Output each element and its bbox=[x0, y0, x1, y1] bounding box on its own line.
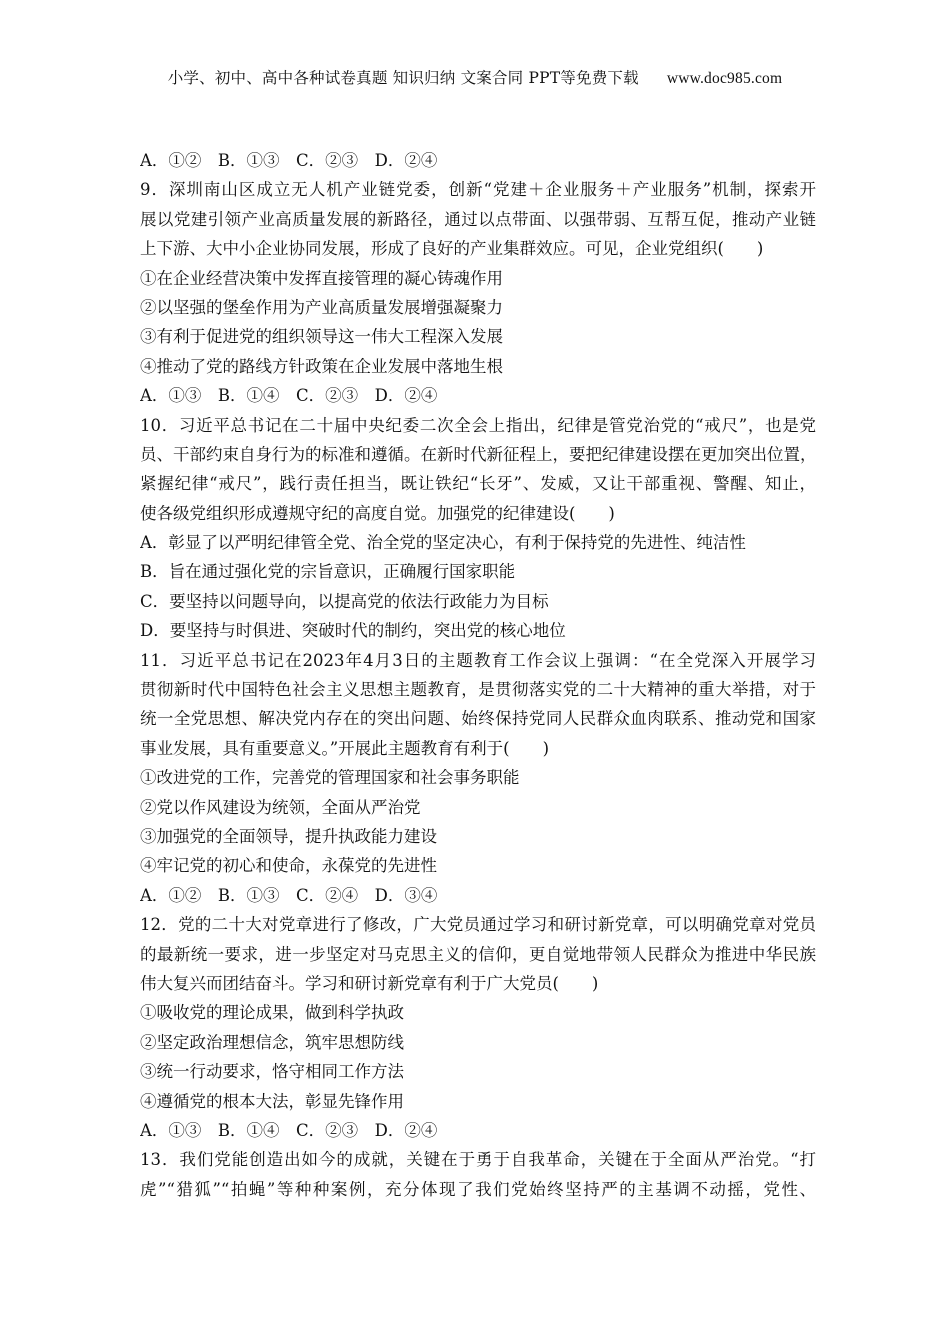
text-line: A．①③ B．①④ C．②③ D．②④ bbox=[140, 1120, 438, 1140]
text-line: 10．习近平总书记在二十届中央纪委二次全会上指出，纪律是管党治党的“戒尺”，也是党 bbox=[140, 415, 816, 435]
text-line: A．①② B．①③ C．②④ D．③④ bbox=[140, 885, 438, 905]
text-line: 贯彻新时代中国特色社会主义思想主题教育，是贯彻落实党的二十大精神的重大举措，对于 bbox=[140, 680, 816, 700]
page-header bbox=[0, 66, 950, 88]
text-line: 展以党建引领产业高质量发展的新路径，通过以点带面、以强带弱、互帮互促，推动产业链 bbox=[140, 209, 816, 229]
text-line: ①吸收党的理论成果，做到科学执政 bbox=[140, 1003, 404, 1023]
text-line: 伟大复兴而团结奋斗。学习和研讨新党章有利于广大党员( ) bbox=[140, 973, 599, 993]
text-line: ①改进党的工作，完善党的管理国家和社会事务职能 bbox=[140, 768, 520, 788]
text-line: ③加强党的全面领导，提升执政能力建设 bbox=[140, 826, 437, 846]
text-line: 12．党的二十大对党章进行了修改，广大党员通过学习和研讨新党章，可以明确党章对党员 bbox=[140, 915, 816, 935]
text-line: 上下游、大中小企业协同发展，形成了良好的产业集群效应。可见，企业党组织( ) bbox=[140, 239, 764, 259]
text-line: ④牢记党的初心和使命，永葆党的先进性 bbox=[140, 856, 437, 876]
text-line: ④遵循党的根本大法，彰显先锋作用 bbox=[140, 1091, 404, 1111]
text-line: ②坚定政治理想信念，筑牢思想防线 bbox=[140, 1032, 404, 1052]
text-line: C．要坚持以问题导向，以提高党的依法行政能力为目标 bbox=[140, 591, 549, 611]
text-line: 员、干部约束自身行为的标准和遵循。在新时代新征程上，要把纪律建设摆在更加突出位置， bbox=[140, 444, 816, 464]
text-line: 使各级党组织形成遵规守纪的高度自觉。加强党的纪律建设( ) bbox=[140, 503, 615, 523]
text-line: 11．习近平总书记在2023年4月3日的主题教育工作会议上强调：“在全党深入开展学习 bbox=[140, 650, 816, 670]
text-line: ③有利于促进党的组织领导这一伟大工程深入发展 bbox=[140, 327, 503, 347]
text-line: D．要坚持与时俱进、突破时代的制约，突出党的核心地位 bbox=[140, 621, 566, 641]
text-line: A．①② B．①③ C．②③ D．②④ bbox=[140, 151, 438, 170]
text-line: 9．深圳南山区成立无人机产业链党委，创新“党建＋企业服务＋产业服务”机制，探索开 bbox=[140, 180, 816, 200]
text-line: ③统一行动要求，恪守相同工作方法 bbox=[140, 1062, 404, 1082]
exam-content bbox=[140, 146, 816, 1204]
text-line: ②党以作风建设为统领，全面从严治党 bbox=[140, 797, 421, 817]
text-line: 虎”“猎狐”“拍蝇”等种种案例，充分体现了我们党始终坚持严的主基调不动摇，党性、 bbox=[140, 1179, 816, 1199]
text-line: 事业发展，具有重要意义。”开展此主题教育有利于( ) bbox=[140, 738, 550, 758]
header-text: 小学、初中、高中各种试卷真题 知识归纳 文案合同 PPT等免费下载 bbox=[167, 69, 639, 87]
text-line: A．①③ B．①④ C．②③ D．②④ bbox=[140, 386, 438, 406]
text-line: B．旨在通过强化党的宗旨意识，正确履行国家职能 bbox=[140, 562, 516, 582]
text-line: 13．我们党能创造出如今的成就，关键在于勇于自我革命，关键在于全面从严治党。“打 bbox=[140, 1150, 816, 1170]
header-site-link[interactable]: www.doc985.com bbox=[666, 70, 783, 87]
text-line: 的最新统一要求，进一步坚定对马克思主义的信仰，更自觉地带领人民群众为推进中华民族 bbox=[140, 944, 816, 964]
text-line: ②以坚强的堡垒作用为产业高质量发展增强凝聚力 bbox=[140, 297, 503, 317]
text-line: 紧握纪律“戒尺”，践行责任担当，既让铁纪“长牙”、发威，又让干部重视、警醒、知止， bbox=[140, 474, 816, 494]
text-line: ①在企业经营决策中发挥直接管理的凝心铸魂作用 bbox=[140, 268, 503, 288]
text-line: 统一全党思想、解决党内存在的突出问题、始终保持党同人民群众血肉联系、推动党和国家 bbox=[140, 709, 816, 729]
text-line: ④推动了党的路线方针政策在企业发展中落地生根 bbox=[140, 356, 503, 376]
text-line: A．彰显了以严明纪律管全党、治全党的坚定决心，有利于保持党的先进性、纯洁性 bbox=[140, 533, 746, 553]
